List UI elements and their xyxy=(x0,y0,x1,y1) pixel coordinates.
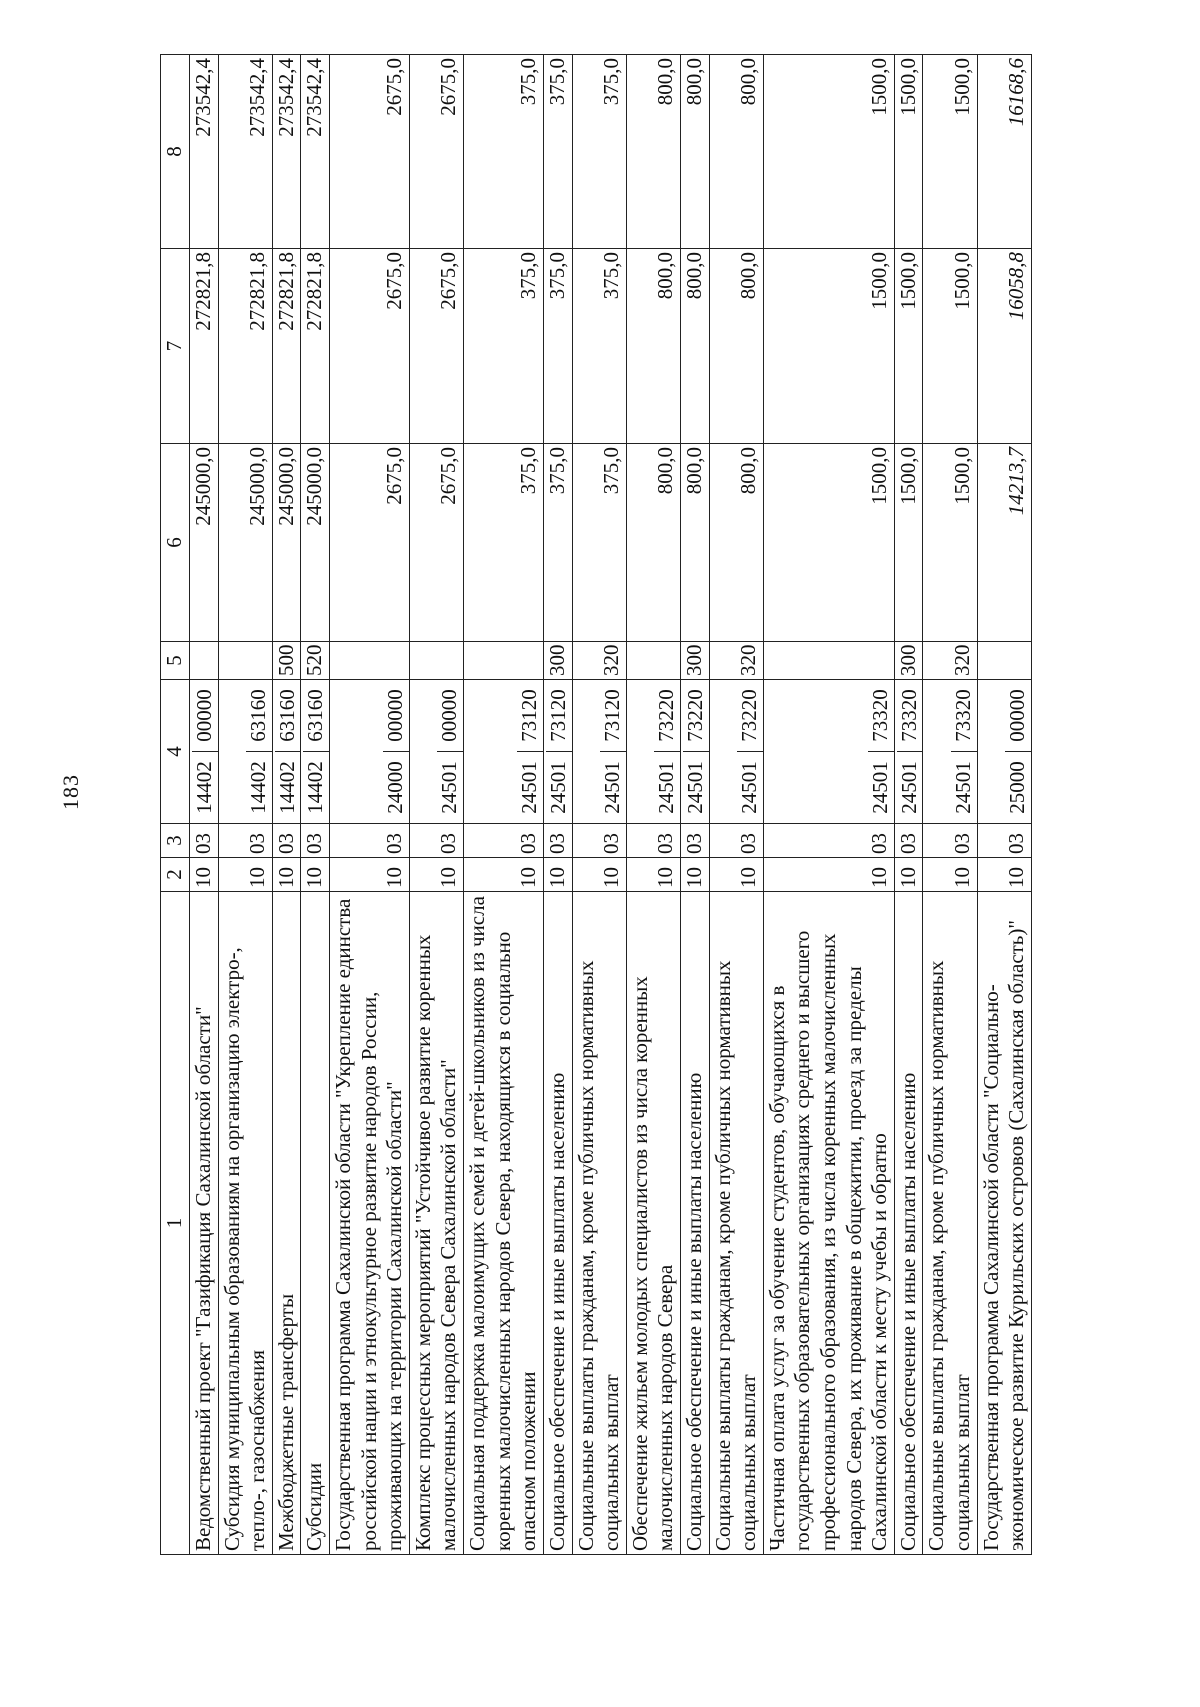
subsection-code: 03 xyxy=(923,824,977,858)
program-code: 24501 xyxy=(600,761,625,814)
target-article-code xyxy=(272,680,301,824)
expense-type-code: 300 xyxy=(894,642,923,680)
row-name: Социальная поддержка малоимущих семей и детей-школьников из числа коренных малочисленных народов Севера, находящихся в социально опасном положении xyxy=(464,892,544,1555)
target-article-code xyxy=(894,680,923,824)
row-name: Социальные выплаты гражданам, кроме публичных нормативных социальных выплат xyxy=(709,892,763,1555)
direction-code: 63160 xyxy=(246,680,272,752)
target-article-code xyxy=(409,680,463,824)
program-code: 24501 xyxy=(437,761,462,814)
table-row xyxy=(190,55,219,1555)
amount-col-7: 16058,8 xyxy=(977,249,1031,444)
subsection-code: 03 xyxy=(680,824,709,858)
subsection-code: 03 xyxy=(894,824,923,858)
amount-col-7: 800,0 xyxy=(626,249,680,444)
program-code: 14402 xyxy=(246,761,271,814)
row-name: Социальные выплаты гражданам, кроме публичных нормативных социальных выплат xyxy=(572,892,626,1555)
direction-code: 73120 xyxy=(600,680,626,752)
header-cell: 6 xyxy=(161,444,190,642)
amount-col-8: 2675,0 xyxy=(330,55,410,249)
expense-type-code xyxy=(464,642,544,680)
section-code: 10 xyxy=(464,858,544,892)
amount-col-6: 800,0 xyxy=(680,444,709,642)
target-article-code xyxy=(301,680,330,824)
target-article-code xyxy=(464,680,544,824)
program-code: 24501 xyxy=(951,761,976,814)
section-code: 10 xyxy=(626,858,680,892)
subsection-code: 03 xyxy=(409,824,463,858)
expense-type-code xyxy=(218,642,272,680)
amount-col-6: 375,0 xyxy=(543,444,572,642)
table-row xyxy=(218,55,272,1555)
target-article-code xyxy=(709,680,763,824)
table-row xyxy=(409,55,463,1555)
row-name: Комплекс процессных мероприятий "Устойчивое развитие коренных малочисленных народов Севера Сахалинской области" xyxy=(409,892,463,1555)
target-article-code xyxy=(218,680,272,824)
expense-type-code: 320 xyxy=(923,642,977,680)
program-code: 24501 xyxy=(868,761,893,814)
amount-col-7: 375,0 xyxy=(572,249,626,444)
table-row xyxy=(977,55,1031,1555)
subsection-code: 03 xyxy=(330,824,410,858)
section-code: 10 xyxy=(409,858,463,892)
subsection-code: 03 xyxy=(464,824,544,858)
subsection-code: 03 xyxy=(709,824,763,858)
expense-type-code: 300 xyxy=(680,642,709,680)
expense-type-code xyxy=(409,642,463,680)
expense-type-code xyxy=(977,642,1031,680)
amount-col-8: 273542,4 xyxy=(218,55,272,249)
subsection-code: 03 xyxy=(626,824,680,858)
table-row xyxy=(543,55,572,1555)
expense-type-code xyxy=(190,642,219,680)
amount-col-6: 245000,0 xyxy=(218,444,272,642)
direction-code: 00000 xyxy=(437,680,463,752)
section-code: 10 xyxy=(301,858,330,892)
header-cell: 2 xyxy=(161,858,190,892)
section-code: 10 xyxy=(709,858,763,892)
expense-type-code: 300 xyxy=(543,642,572,680)
table-row xyxy=(680,55,709,1555)
program-code: 24501 xyxy=(896,761,921,814)
amount-col-8: 273542,4 xyxy=(301,55,330,249)
amount-col-7: 375,0 xyxy=(543,249,572,444)
amount-col-6: 245000,0 xyxy=(301,444,330,642)
header-cell: 5 xyxy=(161,642,190,680)
table-row xyxy=(272,55,301,1555)
program-code: 24501 xyxy=(654,761,679,814)
header-cell: 4 xyxy=(161,680,190,824)
target-article-code xyxy=(626,680,680,824)
amount-col-7: 1500,0 xyxy=(894,249,923,444)
amount-col-8: 375,0 xyxy=(572,55,626,249)
rotated-table-container xyxy=(160,55,1060,1555)
section-code: 10 xyxy=(218,858,272,892)
row-name: Социальное обеспечение и иные выплаты населению xyxy=(543,892,572,1555)
header-cell: 1 xyxy=(161,892,190,1555)
row-name: Межбюджетные трансферты xyxy=(272,892,301,1555)
subsection-code: 03 xyxy=(572,824,626,858)
amount-col-8: 375,0 xyxy=(464,55,544,249)
direction-code: 73220 xyxy=(737,680,763,752)
amount-col-8: 375,0 xyxy=(543,55,572,249)
row-name: Частичная оплата услуг за обучение студентов, обучающихся в государственных образовательных организациях среднего и высшего профессионального образования, из числа коренных малочисленных народов Севера, их проживание в общежитии, проезд за пределы Сахалинской области к месту учебы и обратно xyxy=(763,892,894,1555)
section-code: 10 xyxy=(923,858,977,892)
subsection-code: 03 xyxy=(272,824,301,858)
amount-col-8: 1500,0 xyxy=(763,55,894,249)
amount-col-8: 2675,0 xyxy=(409,55,463,249)
amount-col-8: 1500,0 xyxy=(894,55,923,249)
amount-col-6: 375,0 xyxy=(572,444,626,642)
table-row xyxy=(464,55,544,1555)
amount-col-7: 2675,0 xyxy=(409,249,463,444)
amount-col-7: 1500,0 xyxy=(923,249,977,444)
expense-type-code xyxy=(330,642,410,680)
table-row xyxy=(301,55,330,1555)
expense-type-code: 520 xyxy=(301,642,330,680)
row-name: Социальные выплаты гражданам, кроме публичных нормативных социальных выплат xyxy=(923,892,977,1555)
direction-code: 73320 xyxy=(868,680,894,752)
section-code: 10 xyxy=(543,858,572,892)
program-code: 24501 xyxy=(517,761,542,814)
direction-code: 63160 xyxy=(303,680,329,752)
direction-code: 63160 xyxy=(275,680,301,752)
program-code: 14402 xyxy=(274,761,299,814)
amount-col-7: 272821,8 xyxy=(190,249,219,444)
header-cell: 8 xyxy=(161,55,190,249)
table-row xyxy=(923,55,977,1555)
amount-col-8: 800,0 xyxy=(626,55,680,249)
direction-code: 73120 xyxy=(546,680,572,752)
row-name: Государственная программа Сахалинской области "Укрепление единства российской нации и этнокультурное развитие народов России, проживающих на территории Сахалинской области" xyxy=(330,892,410,1555)
section-code: 10 xyxy=(977,858,1031,892)
subsection-code: 03 xyxy=(763,824,894,858)
section-code: 10 xyxy=(763,858,894,892)
row-name: Социальное обеспечение и иные выплаты населению xyxy=(894,892,923,1555)
direction-code: 00000 xyxy=(192,680,218,752)
header-row xyxy=(161,55,190,1555)
section-code: 10 xyxy=(330,858,410,892)
amount-col-6: 245000,0 xyxy=(190,444,219,642)
subsection-code: 03 xyxy=(218,824,272,858)
program-code: 24501 xyxy=(682,761,707,814)
amount-col-8: 800,0 xyxy=(680,55,709,249)
subsection-code: 03 xyxy=(190,824,219,858)
amount-col-7: 272821,8 xyxy=(301,249,330,444)
table-row xyxy=(894,55,923,1555)
amount-col-8: 16168,6 xyxy=(977,55,1031,249)
subsection-code: 03 xyxy=(301,824,330,858)
target-article-code xyxy=(543,680,572,824)
amount-col-6: 2675,0 xyxy=(330,444,410,642)
page-number: 183 xyxy=(58,774,83,810)
expense-type-code xyxy=(626,642,680,680)
expense-type-code: 500 xyxy=(272,642,301,680)
section-code: 10 xyxy=(572,858,626,892)
program-code: 24000 xyxy=(383,761,408,814)
direction-code: 73320 xyxy=(951,680,977,752)
target-article-code xyxy=(330,680,410,824)
amount-col-6: 800,0 xyxy=(626,444,680,642)
program-code: 14402 xyxy=(303,761,328,814)
section-code: 10 xyxy=(272,858,301,892)
section-code: 10 xyxy=(894,858,923,892)
direction-code: 73120 xyxy=(517,680,543,752)
row-name: Обеспечение жильем молодых специалистов из числа коренных малочисленных народов Севера xyxy=(626,892,680,1555)
amount-col-8: 273542,4 xyxy=(272,55,301,249)
direction-code: 73220 xyxy=(683,680,709,752)
header-cell: 3 xyxy=(161,824,190,858)
table-row xyxy=(709,55,763,1555)
row-name: Государственная программа Сахалинской области "Социально-экономическое развитие Курильских островов (Сахалинская область)" xyxy=(977,892,1031,1555)
table-row xyxy=(763,55,894,1555)
program-code: 14402 xyxy=(192,761,216,814)
amount-col-8: 1500,0 xyxy=(923,55,977,249)
amount-col-6: 1500,0 xyxy=(894,444,923,642)
amount-col-7: 800,0 xyxy=(680,249,709,444)
subsection-code: 03 xyxy=(543,824,572,858)
subsection-code: 03 xyxy=(977,824,1031,858)
amount-col-7: 272821,8 xyxy=(272,249,301,444)
amount-col-7: 1500,0 xyxy=(763,249,894,444)
table-body xyxy=(190,55,1032,1555)
direction-code: 00000 xyxy=(383,680,409,752)
program-code: 25000 xyxy=(1005,761,1030,814)
amount-col-6: 1500,0 xyxy=(923,444,977,642)
amount-col-6: 14213,7 xyxy=(977,444,1031,642)
section-code: 10 xyxy=(190,858,219,892)
amount-col-8: 800,0 xyxy=(709,55,763,249)
amount-col-7: 375,0 xyxy=(464,249,544,444)
program-code: 24501 xyxy=(545,761,570,814)
target-article-code xyxy=(680,680,709,824)
section-code: 10 xyxy=(680,858,709,892)
header-cell: 7 xyxy=(161,249,190,444)
target-article-code xyxy=(977,680,1031,824)
amount-col-6: 800,0 xyxy=(709,444,763,642)
amount-col-6: 1500,0 xyxy=(763,444,894,642)
direction-code: 73320 xyxy=(897,680,923,752)
amount-col-8: 273542,4 xyxy=(190,55,219,249)
amount-col-7: 2675,0 xyxy=(330,249,410,444)
expense-type-code xyxy=(763,642,894,680)
program-code: 24501 xyxy=(737,761,762,814)
target-article-code xyxy=(763,680,894,824)
row-name: Социальное обеспечение и иные выплаты населению xyxy=(680,892,709,1555)
table-row xyxy=(330,55,410,1555)
row-name: Субсидия муниципальным образованиям на организацию электро-, тепло-, газоснабжения xyxy=(218,892,272,1555)
expense-type-code: 320 xyxy=(572,642,626,680)
table-row xyxy=(572,55,626,1555)
amount-col-6: 2675,0 xyxy=(409,444,463,642)
target-article-code xyxy=(572,680,626,824)
amount-col-6: 245000,0 xyxy=(272,444,301,642)
table-row xyxy=(626,55,680,1555)
direction-code: 73220 xyxy=(654,680,680,752)
amount-col-7: 800,0 xyxy=(709,249,763,444)
direction-code: 00000 xyxy=(1005,680,1031,752)
target-article-code xyxy=(923,680,977,824)
budget-table xyxy=(160,54,1032,1555)
target-article-code xyxy=(190,680,219,824)
row-name: Субсидии xyxy=(301,892,330,1555)
amount-col-6: 375,0 xyxy=(464,444,544,642)
expense-type-code: 320 xyxy=(709,642,763,680)
amount-col-7: 272821,8 xyxy=(218,249,272,444)
row-name: Ведомственный проект "Газификация Сахалинской области" xyxy=(190,892,219,1555)
